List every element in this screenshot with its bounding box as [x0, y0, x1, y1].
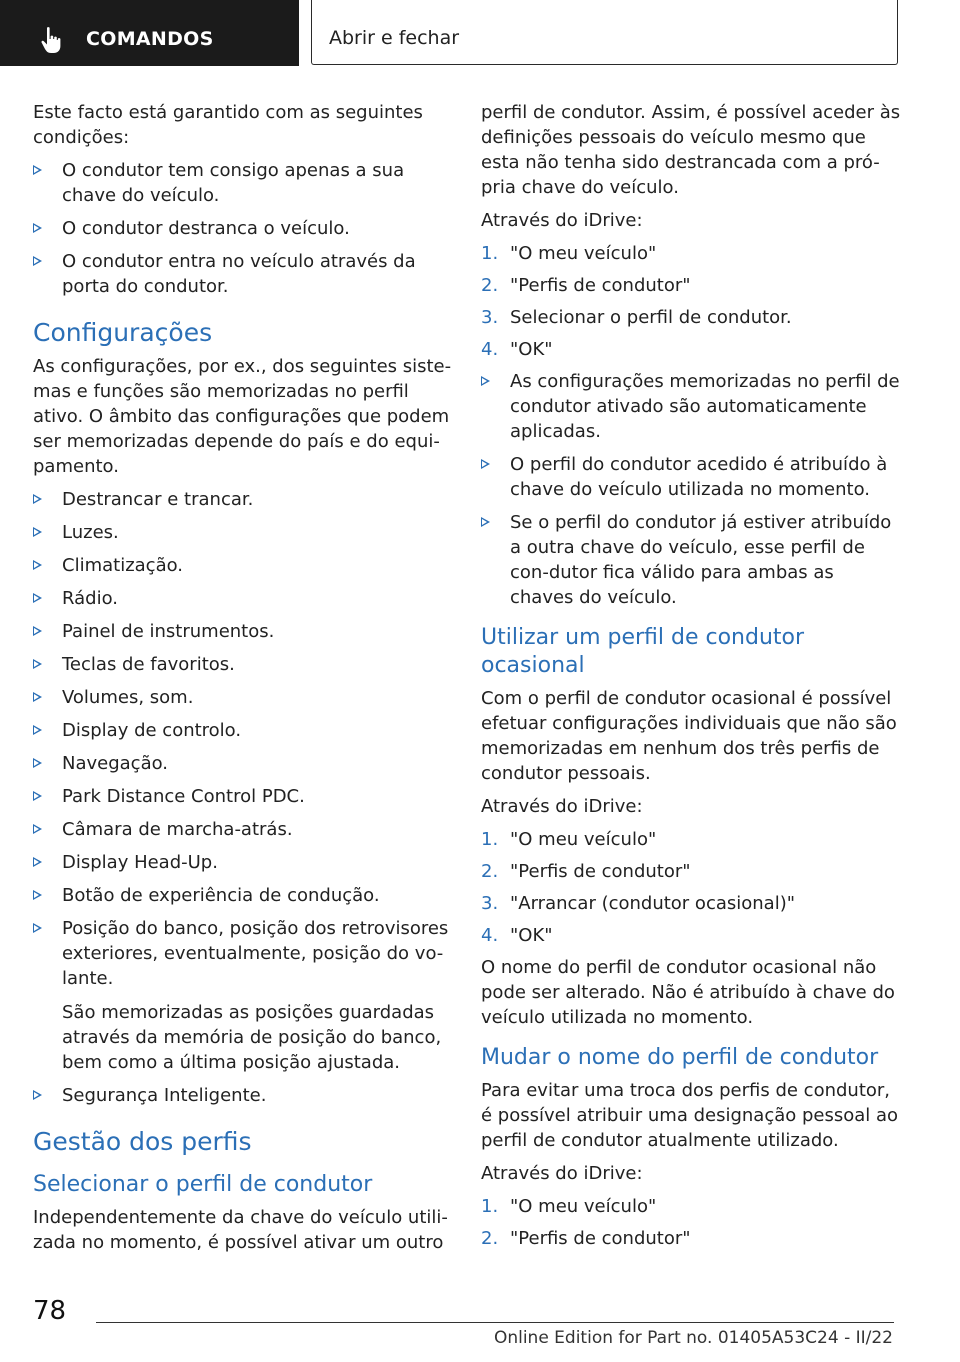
list-item: Luzes. [33, 520, 453, 545]
list-item: Teclas de favoritos. [33, 652, 453, 677]
via-idrive-label: Através do iDrive: [481, 210, 643, 231]
list-item: O condutor tem consigo apenas a sua chave do veículo. [33, 158, 453, 208]
bullet-arrow-icon [33, 659, 42, 669]
list-item: Navegação. [33, 751, 453, 776]
bullet-arrow-icon [33, 824, 42, 834]
config-paragraph: As configurações, por ex., dos seguintes siste-mas e funções são memorizadas no perfil ativo. O âmbito das configurações que podem ser memorizadas depende do país e do equi-pamento. [33, 356, 452, 477]
bullet-arrow-icon [33, 494, 42, 504]
bullet-arrow-icon [33, 791, 42, 801]
heading-configuracoes: Configurações [33, 318, 213, 347]
config-list [33, 487, 453, 1108]
rename-paragraph: Para evitar uma troca dos perfis de condutor, é possível atribuir uma designação pessoal ao perfil de condutor atualmente utilizado. [481, 1080, 899, 1151]
conditions-list [33, 158, 453, 299]
bullet-arrow-icon [33, 560, 42, 570]
step-item: 3. "Arrancar (condutor ocasional)" [481, 893, 796, 914]
step-item: 4. "OK" [481, 339, 553, 360]
left-column [33, 100, 453, 1255]
page-number: 78 [33, 1296, 67, 1326]
bullet-arrow-icon [33, 626, 42, 636]
bullet-arrow-icon [33, 256, 42, 266]
list-item: Volumes, som. [33, 685, 453, 710]
heading-perfil-ocasional: Utilizar um perfil de condutor ocasional [481, 625, 805, 678]
list-item: Destrancar e trancar. [33, 487, 453, 512]
list-item: Se o perfil do condutor já estiver atribuído a outra chave do veículo, esse perfil de con-dutor fica válido para ambas as chaves do veículo. [481, 510, 901, 610]
step-item: 4. "OK" [481, 925, 553, 946]
profile-notes-list [481, 369, 901, 610]
bullet-arrow-icon [33, 223, 42, 233]
right-column [481, 100, 901, 1258]
list-item: O perfil do condutor acedido é atribuído à chave do veículo utilizada no momento. [481, 452, 901, 502]
hand-pointer-icon [40, 26, 66, 54]
step-item: 2. "Perfis de condutor" [481, 1228, 691, 1249]
guest-note-paragraph: O nome do perfil de condutor ocasional não pode ser alterado. Não é atribuído à chave do veículo utilizada no momento. [481, 957, 895, 1028]
step-item: 2. "Perfis de condutor" [481, 275, 691, 296]
bullet-arrow-icon [481, 376, 490, 386]
bullet-arrow-icon [33, 692, 42, 702]
topic-tab [311, 0, 898, 65]
list-item: O condutor entra no veículo através da porta do condutor. [33, 249, 453, 299]
section-title: COMANDOS [86, 28, 214, 50]
list-item: Climatização. [33, 553, 453, 578]
steps-list [481, 1194, 901, 1251]
bullet-arrow-icon [33, 758, 42, 768]
bullet-arrow-icon [481, 459, 490, 469]
step-item: 1. "O meu veículo" [481, 829, 657, 850]
bullet-arrow-icon [33, 593, 42, 603]
list-item: Câmara de marcha-atrás. [33, 817, 453, 842]
via-idrive-label: Através do iDrive: [481, 796, 643, 817]
list-item: As configurações memorizadas no perfil de condutor ativado são automaticamente aplicadas. [481, 369, 901, 444]
step-item: 1. "O meu veículo" [481, 1196, 657, 1217]
step-item: 1. "O meu veículo" [481, 243, 657, 264]
list-item: Display Head-Up. [33, 850, 453, 875]
list-item: Posição do banco, posição dos retrovisores exteriores, eventualmente, posição do vo-lante. São memorizadas as posições guardadas através da memória de posição do banco, bem como a última posição ajustada. [33, 916, 453, 1075]
edition-footer: Online Edition for Part no. 01405A53C24 - II/22 [493, 1328, 893, 1348]
steps-list [481, 241, 901, 362]
bullet-arrow-icon [33, 165, 42, 175]
intro-paragraph: Este facto está garantido com as seguintes condições: [33, 102, 423, 148]
bullet-arrow-icon [481, 517, 490, 527]
step-item: 3. Selecionar o perfil de condutor. [481, 307, 792, 328]
heading-mudar-nome: Mudar o nome do perfil de condutor [481, 1045, 879, 1070]
list-item: Display de controlo. [33, 718, 453, 743]
seat-memory-note: São memorizadas as posições guardadas através da memória de posição do banco, bem como a última posição ajustada. [62, 1002, 442, 1073]
heading-selecionar-perfil: Selecionar o perfil de condutor [33, 1172, 373, 1197]
steps-list [481, 827, 901, 948]
bullet-arrow-icon [33, 1090, 42, 1100]
bullet-arrow-icon [33, 923, 42, 933]
footer-divider [96, 1322, 894, 1323]
heading-gestao-perfis: Gestão dos perfis [33, 1127, 252, 1156]
list-item: Painel de instrumentos. [33, 619, 453, 644]
topic-title: Abrir e fechar [329, 27, 460, 49]
select-paragraph: Independentemente da chave do veículo utili-zada no momento, é possível ativar um outro [33, 1207, 448, 1253]
list-item: Rádio. [33, 586, 453, 611]
bullet-arrow-icon [33, 725, 42, 735]
list-item: Park Distance Control PDC. [33, 784, 453, 809]
step-item: 2. "Perfis de condutor" [481, 861, 691, 882]
list-item: Segurança Inteligente. [33, 1083, 453, 1108]
section-tab [0, 0, 299, 66]
list-item: O condutor destranca o veículo. [33, 216, 453, 241]
bullet-arrow-icon [33, 527, 42, 537]
guest-paragraph: Com o perfil de condutor ocasional é possível efetuar configurações individuais que não são memorizadas em nenhum dos três perfis de condutor pessoais. [481, 688, 897, 784]
bullet-arrow-icon [33, 857, 42, 867]
continued-paragraph: perfil de condutor. Assim, é possível aceder às definições pessoais do veículo mesmo que esta não tenha sido destrancada com a pró-pria chave do veículo. [481, 102, 901, 198]
via-idrive-label: Através do iDrive: [481, 1163, 643, 1184]
bullet-arrow-icon [33, 890, 42, 900]
list-item: Botão de experiência de condução. [33, 883, 453, 908]
